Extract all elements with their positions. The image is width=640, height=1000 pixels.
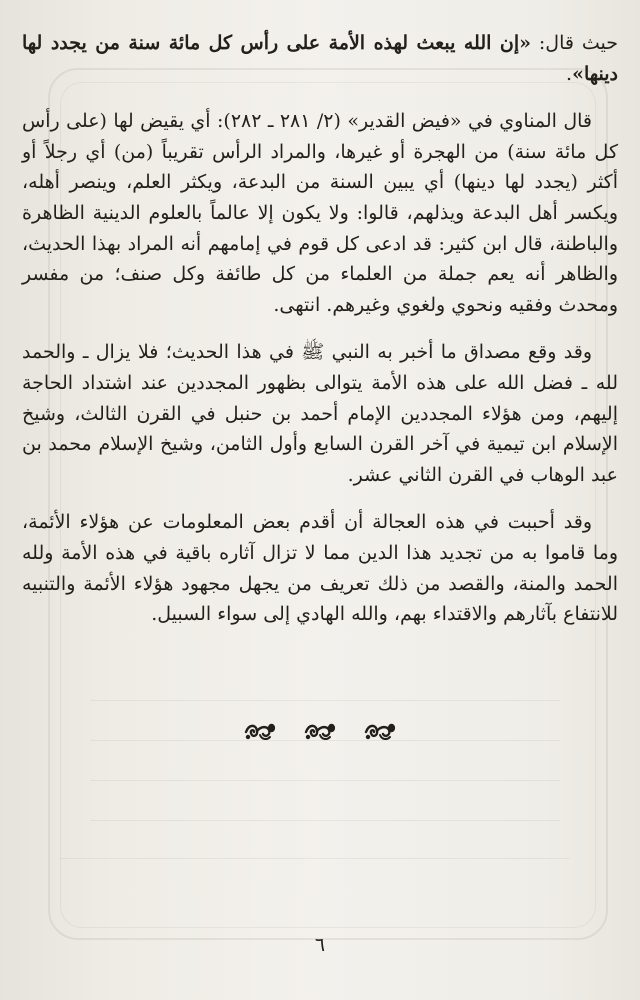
paragraph [22,106,618,320]
paragraph [22,507,618,629]
paragraph [22,28,618,89]
text-run: وقد أحببت في هذه العجالة أن أقدم بعض المعلومات عن هؤلاء الأئمة، وما قاموا به من تجديد هذا الدين مما لا تزال آثاره باقية في هذه الأمة ولله الحمد والمنة، والقصد من ذلك تعريف من يجهل مجهود هؤلاء الأئمة والتنبيه للانتفاع بآثارهم والاقتداء بهم، والله الهادي إلى سواء السبيل. [22,511,618,626]
bleed-through-line [90,700,560,701]
section-divider-ornaments [0,720,640,742]
text-run: حيث قال: [530,32,618,54]
body-text [22,28,618,630]
text-run: . [566,62,573,85]
page-number: ٦ [314,934,326,956]
floral-ornament-icon [363,720,397,742]
text-run: قال المناوي في «فيض القدير» (٢/ ٢٨١ ـ ٢٨٢): أي يقيض لها (على رأس كل مائة سنة) من الهجرة أو غيرها، والمراد الرأس تقريباً (من) أي رجلاً أو أكثر (يجدد لها دينها) أي يبين السنة من البدعة، ويكثر العلم، وينصر أهله، ويكسر أهل البدعة ويذلهم، قالوا: ولا يكون إلا عالماً بالعلوم الدينية الظاهرة والباطنة، قال ابن كثير: قد ادعى كل قوم في إمامهم أنه المراد بهذا الحديث، والظاهر أنه يعم جملة من العلماء من كل طائفة وكل صنف؛ من مفسر ومحدث وفقيه ونحوي ولغوي وغيرهم. انتهى. [22,110,618,316]
text-run: وقد وقع مصداق ما أخبر به النبي ﷺ في هذا الحديث؛ فلا يزال ـ والحمد لله ـ فضل الله على هذه الأمة يتوالى بظهور المجددين عند اشتداد الحاجة إليهم، ومن هؤلاء المجددين الإمام أحمد بن حنبل في القرن الثالث، وشيخ الإسلام ابن تيمية في آخر القرن السابع وأول الثامن، وشيخ الإسلام محمد بن عبد الوهاب في القرن الثاني عشر. [22,341,618,486]
floral-ornament-icon [243,720,277,742]
floral-ornament-icon [303,720,337,742]
paragraph [22,337,618,490]
hadith-quote: «إن الله يبعث لهذه الأمة على رأس كل مائة سنة من يجدد لها دينها» [22,32,618,85]
bleed-through-line [60,858,570,859]
bleed-through-line [90,780,560,781]
bleed-through-line [90,820,560,821]
